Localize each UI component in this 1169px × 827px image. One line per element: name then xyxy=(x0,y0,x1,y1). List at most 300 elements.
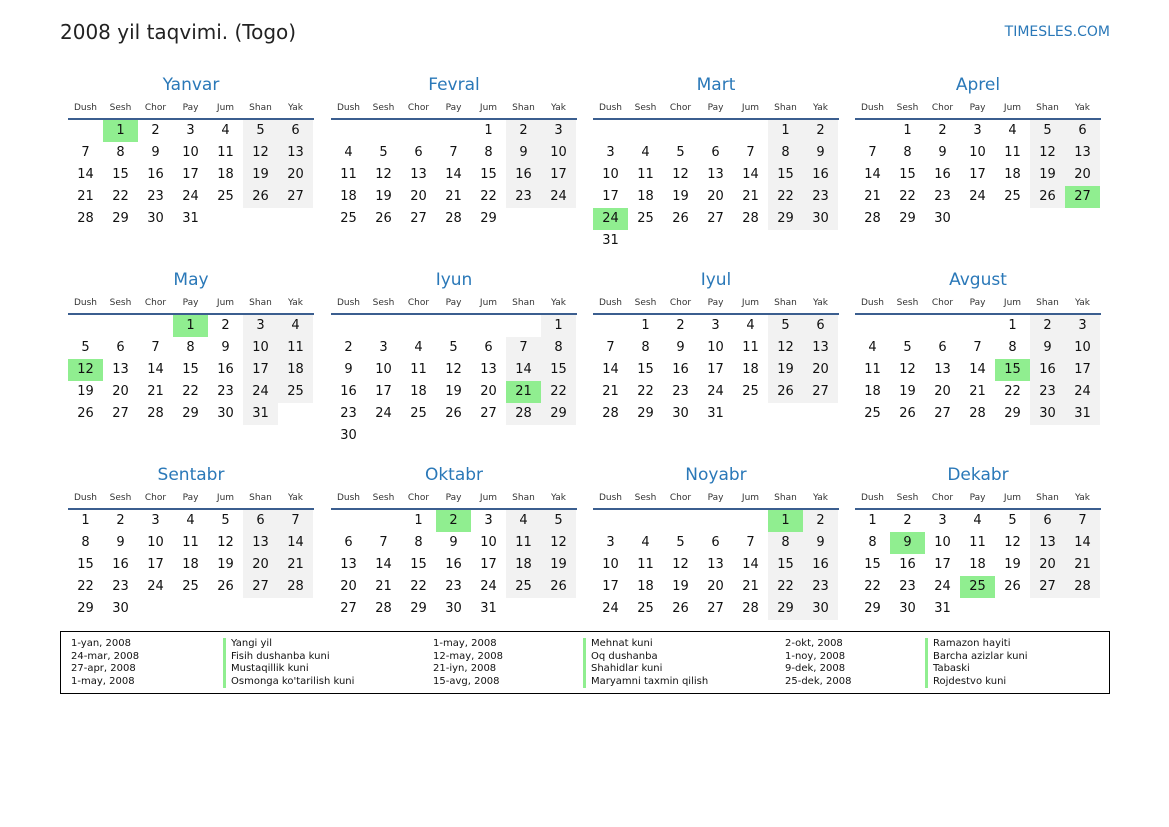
day-cell: 12 xyxy=(243,142,278,164)
day-cell: 7 xyxy=(1065,510,1100,532)
day-cell: 2 xyxy=(938,123,947,138)
day-cell: 21 xyxy=(445,189,462,204)
weekday-label: Dush xyxy=(860,103,885,113)
day-cell: 5 xyxy=(768,315,803,337)
day-cell: 5 xyxy=(221,513,230,528)
holiday-name: Yangi yil xyxy=(223,638,354,651)
day-cell: 25 xyxy=(742,384,759,399)
month-name: Iyun xyxy=(435,270,473,290)
day-cell: 20 xyxy=(803,359,838,381)
weekday-label: Dush xyxy=(73,103,98,113)
weekday-label: Shan xyxy=(249,298,272,308)
day-cell: 16 xyxy=(1030,359,1065,381)
day-cell: 10 xyxy=(480,535,497,550)
weekday-header xyxy=(331,293,577,313)
day-cell: 22 xyxy=(899,189,916,204)
weekday-label: Jum xyxy=(479,298,498,308)
day-cell: 5 xyxy=(541,510,576,532)
day-cell: 26 xyxy=(243,186,278,208)
empty-cell xyxy=(855,120,890,142)
day-cell: 1 xyxy=(768,510,803,532)
day-cell: 21 xyxy=(147,384,164,399)
day-grid xyxy=(855,120,1101,230)
weekday-label: Sesh xyxy=(634,298,657,308)
empty-cell xyxy=(243,208,278,230)
empty-cell xyxy=(1065,208,1100,230)
weekday-label: Yak xyxy=(1075,103,1090,113)
weekday-label: Dush xyxy=(598,493,623,503)
day-cell: 3 xyxy=(711,318,720,333)
month-name: Noyabr xyxy=(685,465,747,485)
day-cell: 15 xyxy=(112,167,129,182)
day-cell: 30 xyxy=(672,406,689,421)
day-cell: 13 xyxy=(934,362,951,377)
day-cell: 19 xyxy=(243,164,278,186)
day-cell: 12 xyxy=(445,362,462,377)
weekday-label: Shan xyxy=(1036,103,1059,113)
day-cell: 15 xyxy=(637,362,654,377)
day-cell: 21 xyxy=(969,384,986,399)
day-cell: 4 xyxy=(278,315,313,337)
empty-cell xyxy=(208,598,243,620)
empty-cell xyxy=(436,315,471,337)
day-cell: 2 xyxy=(676,318,685,333)
day-cell: 21 xyxy=(506,381,541,403)
day-cell: 22 xyxy=(541,381,576,403)
day-cell: 18 xyxy=(742,362,759,377)
day-cell: 3 xyxy=(973,123,982,138)
day-cell: 29 xyxy=(541,403,576,425)
weekday-label: Yak xyxy=(288,103,303,113)
day-cell: 19 xyxy=(899,384,916,399)
day-cell: 8 xyxy=(541,337,576,359)
empty-cell xyxy=(331,510,366,532)
day-cell: 6 xyxy=(711,145,720,160)
day-cell: 7 xyxy=(746,535,755,550)
legend-names-column xyxy=(925,638,1028,688)
day-cell: 10 xyxy=(707,340,724,355)
day-cell: 10 xyxy=(541,142,576,164)
weekday-label: Yak xyxy=(551,103,566,113)
day-cell: 17 xyxy=(1065,359,1100,381)
day-cell: 24 xyxy=(480,579,497,594)
day-cell: 3 xyxy=(606,535,615,550)
day-cell: 6 xyxy=(1030,510,1065,532)
day-cell: 9 xyxy=(151,145,160,160)
empty-cell xyxy=(925,315,960,337)
day-cell: 20 xyxy=(243,554,278,576)
month-aprel xyxy=(855,73,1101,230)
holiday-legend xyxy=(60,631,1110,694)
empty-cell xyxy=(541,208,576,230)
day-cell: 29 xyxy=(77,601,94,616)
weekday-label: Dush xyxy=(73,493,98,503)
day-cell: 11 xyxy=(182,535,199,550)
day-cell: 25 xyxy=(960,576,995,598)
day-cell: 2 xyxy=(803,510,838,532)
empty-cell xyxy=(628,120,663,142)
weekday-label: Sesh xyxy=(896,103,919,113)
day-cell: 30 xyxy=(899,601,916,616)
day-cell: 13 xyxy=(278,142,313,164)
day-cell: 24 xyxy=(593,208,628,230)
day-cell: 4 xyxy=(221,123,230,138)
day-cell: 28 xyxy=(147,406,164,421)
day-grid xyxy=(855,510,1101,620)
holiday-name: Maryamni taxmin qilish xyxy=(583,676,708,689)
day-cell: 8 xyxy=(768,532,803,554)
day-cell: 9 xyxy=(449,535,458,550)
empty-cell xyxy=(366,120,401,142)
month-name: Fevral xyxy=(428,75,480,95)
day-cell: 13 xyxy=(803,337,838,359)
weekday-label: Jum xyxy=(741,103,760,113)
day-cell: 25 xyxy=(506,576,541,598)
weekday-label: Shan xyxy=(774,103,797,113)
day-cell: 16 xyxy=(803,164,838,186)
weekday-label: Pay xyxy=(969,298,986,308)
day-cell: 23 xyxy=(672,384,689,399)
day-cell: 4 xyxy=(868,340,877,355)
day-cell: 22 xyxy=(768,186,803,208)
day-grid xyxy=(68,120,314,230)
day-cell: 29 xyxy=(768,598,803,620)
empty-cell xyxy=(663,510,698,532)
day-cell: 12 xyxy=(541,532,576,554)
empty-cell xyxy=(1030,598,1065,620)
weekday-label: Yak xyxy=(813,493,828,503)
day-cell: 13 xyxy=(243,532,278,554)
day-grid xyxy=(331,510,577,620)
day-cell: 15 xyxy=(768,554,803,576)
day-cell: 17 xyxy=(969,167,986,182)
holiday-name: Tabaski xyxy=(925,663,1028,676)
weekday-label: Chor xyxy=(407,298,430,308)
day-cell: 16 xyxy=(112,557,129,572)
day-cell: 8 xyxy=(186,340,195,355)
day-cell: 30 xyxy=(803,208,838,230)
empty-cell xyxy=(208,208,243,230)
day-cell: 8 xyxy=(868,535,877,550)
day-cell: 24 xyxy=(969,189,986,204)
empty-cell xyxy=(436,120,471,142)
empty-cell xyxy=(243,598,278,620)
day-cell: 21 xyxy=(77,189,94,204)
day-cell: 19 xyxy=(672,189,689,204)
day-cell: 12 xyxy=(1030,142,1065,164)
empty-cell xyxy=(471,315,506,337)
day-cell: 3 xyxy=(541,120,576,142)
day-cell: 18 xyxy=(1004,167,1021,182)
day-cell: 28 xyxy=(1065,576,1100,598)
weekday-label: Yak xyxy=(813,103,828,113)
weekday-label: Chor xyxy=(931,298,954,308)
day-cell: 25 xyxy=(1004,189,1021,204)
day-cell: 16 xyxy=(147,167,164,182)
weekday-label: Shan xyxy=(249,103,272,113)
day-cell: 27 xyxy=(410,211,427,226)
weekday-label: Sesh xyxy=(109,298,132,308)
day-cell: 30 xyxy=(934,211,951,226)
day-cell: 10 xyxy=(602,167,619,182)
day-cell: 23 xyxy=(445,579,462,594)
day-cell: 2 xyxy=(903,513,912,528)
day-cell: 31 xyxy=(480,601,497,616)
day-cell: 6 xyxy=(711,535,720,550)
empty-cell xyxy=(1030,208,1065,230)
day-cell: 19 xyxy=(217,557,234,572)
day-cell: 23 xyxy=(340,406,357,421)
day-cell: 7 xyxy=(746,145,755,160)
empty-cell xyxy=(506,598,541,620)
day-cell: 17 xyxy=(182,167,199,182)
day-cell: 30 xyxy=(445,601,462,616)
day-cell: 25 xyxy=(340,211,357,226)
holiday-name: Mustaqillik kuni xyxy=(223,663,354,676)
weekday-label: Chor xyxy=(931,493,954,503)
day-cell: 10 xyxy=(375,362,392,377)
holiday-date: 2-okt, 2008 xyxy=(785,638,843,649)
holiday-date: 1-yan, 2008 xyxy=(71,638,131,649)
day-cell: 16 xyxy=(672,362,689,377)
day-cell: 9 xyxy=(890,532,925,554)
weekday-label: Sesh xyxy=(109,103,132,113)
empty-cell xyxy=(103,315,138,337)
day-cell: 8 xyxy=(768,142,803,164)
day-cell: 29 xyxy=(899,211,916,226)
day-cell: 20 xyxy=(1065,164,1100,186)
day-cell: 11 xyxy=(410,362,427,377)
day-cell: 19 xyxy=(375,189,392,204)
empty-cell xyxy=(366,315,401,337)
weekday-label: Pay xyxy=(969,493,986,503)
weekday-label: Chor xyxy=(407,493,430,503)
legend-names-column xyxy=(583,638,708,688)
empty-cell xyxy=(331,315,366,337)
empty-cell xyxy=(278,598,313,620)
day-cell: 26 xyxy=(217,579,234,594)
day-cell: 23 xyxy=(899,579,916,594)
day-cell: 7 xyxy=(868,145,877,160)
weekday-label: Dush xyxy=(860,298,885,308)
weekday-label: Shan xyxy=(249,493,272,503)
day-cell: 18 xyxy=(340,189,357,204)
holiday-date: 1-may, 2008 xyxy=(71,675,135,687)
day-cell: 27 xyxy=(480,406,497,421)
weekday-label: Dush xyxy=(336,493,361,503)
empty-cell xyxy=(803,230,838,252)
day-grid xyxy=(593,510,839,620)
day-cell: 11 xyxy=(1004,145,1021,160)
weekday-label: Chor xyxy=(407,103,430,113)
day-cell: 12 xyxy=(899,362,916,377)
day-cell: 30 xyxy=(340,428,357,443)
day-cell: 22 xyxy=(864,579,881,594)
day-cell: 13 xyxy=(707,557,724,572)
weekday-label: Pay xyxy=(707,298,724,308)
weekday-label: Yak xyxy=(288,298,303,308)
day-cell: 8 xyxy=(484,145,493,160)
day-cell: 4 xyxy=(344,145,353,160)
day-cell: 12 xyxy=(375,167,392,182)
empty-cell xyxy=(733,510,768,532)
day-cell: 11 xyxy=(506,532,541,554)
day-cell: 11 xyxy=(217,145,234,160)
month-sentabr xyxy=(68,463,314,620)
day-grid xyxy=(68,510,314,620)
empty-cell xyxy=(68,120,103,142)
empty-cell xyxy=(960,598,995,620)
day-cell: 17 xyxy=(147,557,164,572)
empty-cell xyxy=(593,315,628,337)
day-cell: 8 xyxy=(1008,340,1017,355)
day-cell: 28 xyxy=(375,601,392,616)
holiday-date: 21-iyn, 2008 xyxy=(433,663,497,674)
holiday-name: Ramazon hayiti xyxy=(925,638,1028,651)
empty-cell xyxy=(173,598,208,620)
month-noyabr xyxy=(593,463,839,620)
day-cell: 28 xyxy=(742,211,759,226)
day-cell: 1 xyxy=(541,315,576,337)
day-cell: 7 xyxy=(278,510,313,532)
day-cell: 5 xyxy=(81,340,90,355)
weekday-label: Sesh xyxy=(634,493,657,503)
day-cell: 26 xyxy=(77,406,94,421)
day-cell: 7 xyxy=(973,340,982,355)
day-cell: 2 xyxy=(803,120,838,142)
day-cell: 23 xyxy=(803,576,838,598)
day-cell: 21 xyxy=(375,579,392,594)
day-cell: 22 xyxy=(1004,384,1021,399)
empty-cell xyxy=(68,315,103,337)
day-cell: 22 xyxy=(112,189,129,204)
day-cell: 27 xyxy=(243,576,278,598)
day-cell: 3 xyxy=(606,145,615,160)
day-cell: 26 xyxy=(445,406,462,421)
day-cell: 20 xyxy=(340,579,357,594)
day-cell: 2 xyxy=(436,510,471,532)
holiday-date: 12-may, 2008 xyxy=(433,650,503,662)
weekday-label: Dush xyxy=(73,298,98,308)
empty-cell xyxy=(506,208,541,230)
day-cell: 24 xyxy=(1065,381,1100,403)
day-cell: 28 xyxy=(445,211,462,226)
day-cell: 19 xyxy=(1004,557,1021,572)
holiday-date: 27-apr, 2008 xyxy=(71,663,136,674)
day-cell: 22 xyxy=(480,189,497,204)
day-cell: 12 xyxy=(68,359,103,381)
day-cell: 16 xyxy=(340,384,357,399)
day-cell: 8 xyxy=(414,535,423,550)
site-link[interactable]: TIMESLES.COM xyxy=(1004,24,1110,40)
day-cell: 13 xyxy=(707,167,724,182)
day-cell: 31 xyxy=(243,403,278,425)
day-cell: 5 xyxy=(676,535,685,550)
weekday-label: Pay xyxy=(182,298,199,308)
day-cell: 27 xyxy=(934,406,951,421)
day-cell: 14 xyxy=(77,167,94,182)
day-grid xyxy=(593,315,839,425)
month-avgust xyxy=(855,268,1101,425)
day-cell: 29 xyxy=(768,208,803,230)
day-cell: 16 xyxy=(445,557,462,572)
day-cell: 3 xyxy=(151,513,160,528)
day-cell: 27 xyxy=(340,601,357,616)
day-cell: 18 xyxy=(217,167,234,182)
day-cell: 9 xyxy=(344,362,353,377)
day-cell: 21 xyxy=(602,384,619,399)
day-cell: 24 xyxy=(182,189,199,204)
day-cell: 7 xyxy=(449,145,458,160)
day-cell: 28 xyxy=(506,403,541,425)
day-cell: 15 xyxy=(864,557,881,572)
day-cell: 19 xyxy=(672,579,689,594)
day-cell: 9 xyxy=(803,532,838,554)
day-cell: 18 xyxy=(637,579,654,594)
day-cell: 15 xyxy=(541,359,576,381)
day-cell: 20 xyxy=(480,384,497,399)
day-cell: 10 xyxy=(243,337,278,359)
day-cell: 28 xyxy=(864,211,881,226)
day-cell: 10 xyxy=(1065,337,1100,359)
day-cell: 26 xyxy=(1030,186,1065,208)
day-cell: 11 xyxy=(742,340,759,355)
month-name: Aprel xyxy=(955,75,1001,95)
day-cell: 16 xyxy=(803,554,838,576)
day-cell: 11 xyxy=(637,167,654,182)
day-cell: 20 xyxy=(278,164,313,186)
day-cell: 5 xyxy=(1008,513,1017,528)
weekday-label: Sesh xyxy=(634,103,657,113)
day-cell: 30 xyxy=(147,211,164,226)
day-cell: 14 xyxy=(742,557,759,572)
holiday-name: Shahidlar kuni xyxy=(583,663,708,676)
day-cell: 3 xyxy=(484,513,493,528)
day-cell: 22 xyxy=(410,579,427,594)
empty-cell xyxy=(471,425,506,447)
month-dekabr xyxy=(855,463,1101,620)
weekday-label: Chor xyxy=(931,103,954,113)
legend-dates-column xyxy=(785,638,851,688)
legend-names-column xyxy=(223,638,354,688)
day-cell: 25 xyxy=(864,406,881,421)
holiday-date: 24-mar, 2008 xyxy=(71,650,140,662)
weekday-label: Yak xyxy=(551,298,566,308)
day-cell: 8 xyxy=(81,535,90,550)
day-cell: 14 xyxy=(375,557,392,572)
holiday-name: Oq dushanba xyxy=(583,651,708,664)
day-cell: 23 xyxy=(217,384,234,399)
day-cell: 6 xyxy=(344,535,353,550)
weekday-label: Jum xyxy=(216,493,235,503)
weekday-label: Yak xyxy=(1075,493,1090,503)
weekday-header xyxy=(855,98,1101,118)
day-cell: 24 xyxy=(707,384,724,399)
day-cell: 11 xyxy=(864,362,881,377)
weekday-header xyxy=(593,488,839,508)
day-cell: 17 xyxy=(375,384,392,399)
weekday-label: Yak xyxy=(1075,298,1090,308)
day-cell: 27 xyxy=(278,186,313,208)
weekday-label: Chor xyxy=(144,298,167,308)
day-cell: 6 xyxy=(484,340,493,355)
empty-cell xyxy=(331,120,366,142)
day-cell: 20 xyxy=(934,384,951,399)
day-cell: 31 xyxy=(1065,403,1100,425)
day-cell: 9 xyxy=(506,142,541,164)
day-cell: 26 xyxy=(768,381,803,403)
day-cell: 9 xyxy=(803,142,838,164)
